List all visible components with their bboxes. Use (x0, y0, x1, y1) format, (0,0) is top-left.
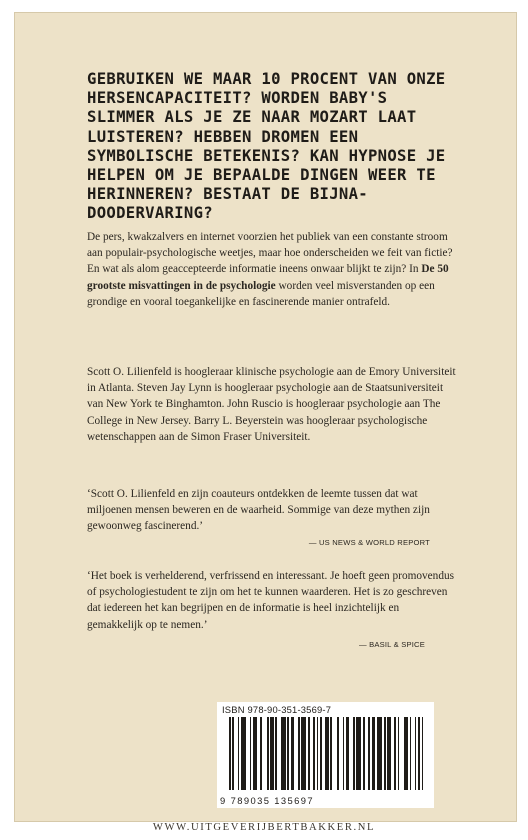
barcode (229, 717, 424, 790)
review-quote-1: ‘Scott O. Lilienfeld en zijn coauteurs ontdekken de leemte tussen dat wat miljoenen mensen beweren en de waarheid. Sommige van deze mythen zijn gewoonweg fascinerend.’ (87, 488, 430, 533)
intro-text-start: De pers, kwakzalvers en internet voorzien het publiek van een constante stroom aan populair-psychologische weetjes, maar hoe onderscheiden we feit van fictie? En wat als alom geaccepteerde informatie ineens onwaar blijkt te zijn? In (87, 231, 453, 276)
review-source-1: — US NEWS & WORLD REPORT (308, 538, 430, 547)
book-title: De 50 grootste misvattingen in de psychologie (87, 263, 449, 292)
barcode-panel (217, 702, 434, 808)
review-source-2: — BASIL & SPICE (358, 640, 425, 649)
authors-bio: Scott O. Lilienfeld is hoogleraar klinische psychologie aan de Emory Universiteit in Atlanta. Steven Jay Lynn is hoogleraar psychologie aan de Staatsuniversiteit van New York te Binghamton. John Ruscio is hoogleraar psychologie aan The College in New Jersey. Barry L. Beyerstein was hoogleraar psychologische wetenschappen aan de Simon Fraser Universiteit. (87, 366, 456, 443)
publisher-url: WWW.UITGEVERIJBERTBAKKER.NL (152, 822, 376, 833)
barcode-bar (422, 717, 424, 790)
isbn-number: ISBN 978-90-351-3569-7 (222, 704, 332, 715)
ean-number: 9 789035 135697 (220, 795, 314, 806)
review-quote-2: ‘Het boek is verhelderend, verfrissend en interessant. Je hoeft geen promovendus of psychologiestudent te zijn om het te kunnen waarderen. Het is zo geschreven dat iedereen het kan begrijpen en de informatie is heel inzichtelijk en gemakkelijk op te nemen.’ (87, 570, 455, 631)
intro-paragraph (87, 229, 457, 310)
handwritten-headline: GEBRUIKEN WE MAAR 10 PROCENT VAN ONZE HERSENCAPACITEIT? WORDEN BABY'S SLIMMER ALS JE ZE NAAR MOZART LAAT LUISTEREN? HEBBEN DROMEN EEN SYMBOLISCHE BETEKENIS? KAN HYPNOSE JE HELPEN OM JE BEPAALDE DINGEN WEER TE HERINNEREN? BESTAAT DE BIJNA-DOODERVARING? (87, 70, 446, 223)
intro-text-end: worden veel misverstanden op een grondige en vooral toegankelijke en fascinerende manier ontrafeld. (87, 279, 435, 308)
